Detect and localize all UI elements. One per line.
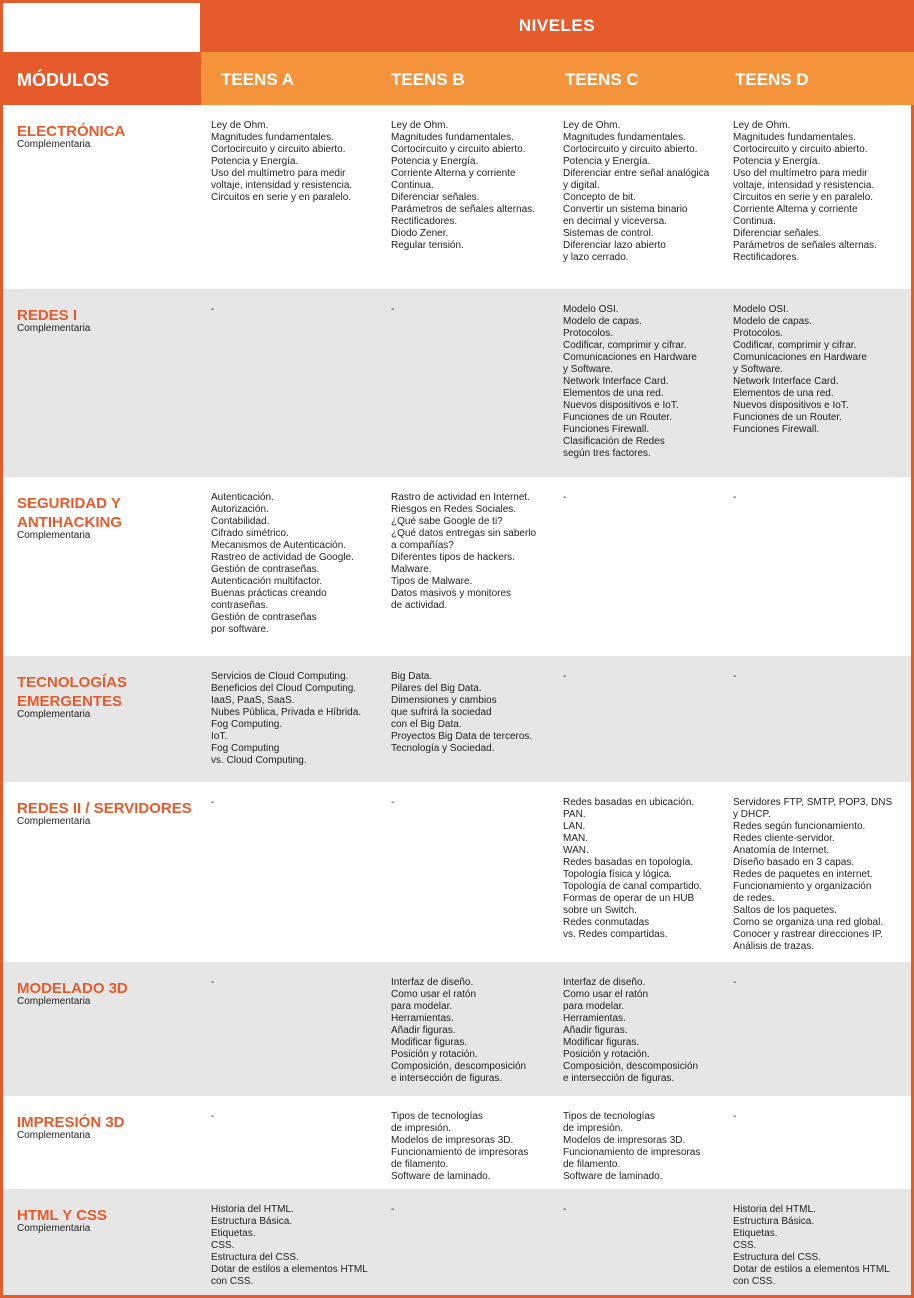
topic-line: de impresión. [563, 1123, 624, 1134]
topic-cell [391, 492, 536, 612]
module-title-line: HTML Y CSS [17, 1207, 108, 1224]
topic-line: Parámetros de señales alternas. [733, 240, 877, 251]
topic-line: Modificar figuras. [391, 1037, 468, 1048]
topic-line: Composición, descomposición [391, 1061, 527, 1072]
topic-line: Funcionamiento y organización [733, 881, 872, 892]
topic-line: Autenticación multifactor. [211, 576, 323, 587]
topic-cell [733, 120, 877, 264]
topic-line: Gestión de contraseñas. [211, 564, 320, 575]
topic-line: Etiquetas. [211, 1228, 256, 1239]
topic-line: Cortocircuito y circuito abierto. [733, 144, 868, 155]
topic-line: con el Big Data. [391, 719, 462, 730]
topic-line: Como usar el ratón [563, 989, 649, 1000]
topic-cell [391, 671, 532, 755]
topic-line: para modelar. [391, 1001, 453, 1012]
topic-line: - [733, 671, 737, 682]
topic-line: Elementos de una red. [563, 388, 664, 399]
topic-cell [391, 977, 526, 1085]
topic-line: Etiquetas. [733, 1228, 778, 1239]
topic-line: Modelos de impresoras 3D. [391, 1135, 514, 1146]
topic-line: Rectificadores. [733, 252, 800, 263]
topic-line: Conocer y rastrear direcciones IP. [733, 929, 883, 940]
topic-line: Potencia y Energía. [563, 156, 651, 167]
topic-line: voltaje, intensidad y resistencia. [733, 180, 875, 191]
topic-line: WAN. [563, 845, 589, 856]
topic-line: - [563, 492, 567, 503]
topic-line: Estructura del CSS. [733, 1252, 821, 1263]
topic-line: Redes basadas en ubicación. [563, 797, 695, 808]
topic-cell [563, 797, 702, 941]
topic-cell [733, 1204, 890, 1288]
module-title-line: EMERGENTES [17, 693, 123, 710]
topic-line: Codificar, comprimir y cifrar. [733, 340, 857, 351]
topic-line: Modelo OSI. [733, 304, 789, 315]
topic-line: Pilares del Big Data. [391, 683, 482, 694]
module-row [3, 962, 911, 1096]
topic-cell [391, 304, 394, 316]
topic-cell [563, 492, 566, 504]
module-title-line: ELECTRÓNICA [17, 123, 126, 140]
topic-line: Funciones Firewall. [733, 424, 820, 435]
topic-line: Network Interface Card. [733, 376, 839, 387]
module-subtitle: Complementaria [17, 323, 91, 334]
topic-cell [563, 1204, 566, 1216]
topic-cell [391, 1204, 394, 1216]
module-title-line: REDES II / SERVIDORES [17, 800, 192, 817]
topic-line: Diferenciar lazo abierto [563, 240, 666, 251]
topic-line: Historia del HTML. [733, 1204, 816, 1215]
topic-line: Servicios de Cloud Computing. [211, 671, 349, 682]
topic-line: Topología física y lógica. [563, 869, 672, 880]
header-row [0, 52, 914, 105]
topic-line: Codificar, comprimir y cifrar. [563, 340, 687, 351]
topic-line: Parámetros de señales alternas. [391, 204, 535, 215]
topic-line: - [391, 797, 395, 808]
topic-line: Modelo de capas. [733, 316, 812, 327]
topic-line: Elementos de una red. [733, 388, 834, 399]
topic-line: Dotar de estilos a elementos HTML [733, 1264, 890, 1275]
module-row [3, 1189, 911, 1295]
topic-cell [733, 1111, 736, 1123]
topic-line: Diferenciar señales. [391, 192, 480, 203]
topic-line: vs. Redes compartidas. [563, 929, 668, 940]
topic-line: Beneficios del Cloud Computing. [211, 683, 357, 694]
topic-line: Rectificadores. [391, 216, 458, 227]
topic-line: Contabilidad. [211, 516, 270, 527]
topic-line: Redes de paquetes en internet. [733, 869, 873, 880]
topic-cell [733, 977, 736, 989]
topic-line: - [733, 492, 737, 503]
topic-line: Funcionamiento de impresoras [563, 1147, 701, 1158]
topic-line: Clasificación de Redes [563, 436, 665, 447]
topic-line: Comunicaciones en Hardware [733, 352, 867, 363]
topic-line: con CSS. [733, 1276, 776, 1287]
topic-line: Dotar de estilos a elementos HTML [211, 1264, 368, 1275]
topic-line: Network Interface Card. [563, 376, 669, 387]
topic-cell [563, 1111, 700, 1183]
topic-line: Posición y rotación. [563, 1049, 650, 1060]
topic-line: Dimensiones y cambios [391, 695, 497, 706]
topic-line: Protocolos. [563, 328, 614, 339]
topic-line: MAN. [563, 833, 588, 844]
topic-line: contraseñas. [211, 600, 269, 611]
topic-line: - [211, 1111, 215, 1122]
topic-cell [211, 304, 214, 316]
topic-line: Tipos de tecnologías [391, 1111, 483, 1122]
topic-line: Formas de operar de un HUB [563, 893, 695, 904]
module-title-line: ANTIHACKING [17, 514, 122, 531]
topic-line: y Software. [563, 364, 614, 375]
topic-line: Ley de Ohm. [563, 120, 621, 131]
topic-line: Saltos de los paquetes. [733, 905, 837, 916]
topic-line: Herramientas. [563, 1013, 626, 1024]
modulos-header: MÓDULOS [0, 52, 201, 105]
topic-line: Software de laminado. [563, 1171, 663, 1182]
topic-line: Análisis de trazas. [733, 941, 815, 952]
module-subtitle: Complementaria [17, 996, 91, 1007]
topic-line: Modelos de impresoras 3D. [563, 1135, 686, 1146]
topic-line: sobre un Switch. [563, 905, 637, 916]
topic-line: - [391, 1204, 395, 1215]
topic-line: Como se organiza una red global. [733, 917, 884, 928]
topic-line: IaaS, PaaS, SaaS. [211, 695, 295, 706]
module-subtitle: Complementaria [17, 709, 91, 720]
topic-line: Añadir figuras. [563, 1025, 628, 1036]
topic-line: Buenas prácticas creando [211, 588, 327, 599]
topic-line: vs. Cloud Computing. [211, 755, 307, 766]
topic-line: Convertir un sistema binario [563, 204, 688, 215]
topic-line: Ley de Ohm. [733, 120, 791, 131]
topic-line: Diseño basado en 3 capas. [733, 857, 855, 868]
topic-line: por software. [211, 624, 269, 635]
topic-line: Gestión de contraseñas [211, 612, 317, 623]
topic-line: - [563, 1204, 567, 1215]
topic-line: Rastreo de actividad de Google. [211, 552, 354, 563]
topic-line: Modificar figuras. [563, 1037, 640, 1048]
topic-line: Diferentes tipos de hackers. [391, 552, 515, 563]
topic-line: Continua. [733, 216, 776, 227]
topic-cell [563, 120, 709, 264]
topic-line: Herramientas. [391, 1013, 454, 1024]
topic-line: Ley de Ohm. [391, 120, 449, 131]
level-header-teens-a: TEENS A [221, 70, 295, 89]
topic-line: Servidores FTP, SMTP, POP3, DNS [733, 797, 893, 808]
topic-cell [563, 304, 697, 460]
topic-line: Sistemas de control. [563, 228, 654, 239]
topic-line: - [733, 977, 737, 988]
topic-line: en decimal y viceversa. [563, 216, 667, 227]
topic-line: Modelo de capas. [563, 316, 642, 327]
level-header-teens-b: TEENS B [391, 70, 465, 89]
topic-line: Ley de Ohm. [211, 120, 269, 131]
topic-line: Redes cliente-servidor. [733, 833, 835, 844]
topic-line: - [211, 797, 215, 808]
topic-line: Regular tensión. [391, 240, 464, 251]
module-subtitle: Complementaria [17, 530, 91, 541]
topic-line: Magnitudes fundamentales. [563, 132, 686, 143]
topic-line: - [391, 304, 395, 315]
topic-cell [211, 1204, 368, 1288]
topic-cell [211, 797, 214, 809]
topic-line: Topología de canal compartido. [563, 881, 702, 892]
topic-line: Datos masivos y monitores [391, 588, 512, 599]
topic-cell [211, 977, 214, 989]
module-title-line: MODELADO 3D [17, 980, 128, 997]
module-subtitle: Complementaria [17, 1223, 91, 1234]
topic-line: Funciones de un Router. [563, 412, 672, 423]
module-title-line: REDES I [17, 307, 78, 324]
topic-line: Autorización. [211, 504, 269, 515]
topic-line: y DHCP. [733, 809, 771, 820]
module-title [17, 494, 122, 532]
topic-cell [211, 120, 352, 204]
topic-line: Diodo Zener. [391, 228, 449, 239]
topic-line: Potencia y Energía. [391, 156, 479, 167]
topic-line: PAN. [563, 809, 586, 820]
topic-line: CSS. [733, 1240, 757, 1251]
topic-line: Diferenciar señales. [733, 228, 822, 239]
topic-cell [211, 671, 361, 767]
topic-line: de redes. [733, 893, 775, 904]
topic-line: Tipos de Malware. [391, 576, 473, 587]
module-title [17, 673, 127, 711]
topic-line: Proyectos Big Data de terceros. [391, 731, 533, 742]
topic-line: CSS. [211, 1240, 235, 1251]
top-left-blank [3, 3, 200, 52]
topic-line: Corriente Alterna y corriente [733, 204, 858, 215]
topic-line: Potencia y Energía. [211, 156, 299, 167]
topic-line: de filamento. [391, 1159, 449, 1170]
module-row [3, 289, 911, 477]
level-header-teens-c: TEENS C [565, 70, 639, 89]
topic-line: Estructura del CSS. [211, 1252, 299, 1263]
topic-line: Fog Computing. [211, 719, 283, 730]
topic-line: Interfaz de diseño. [563, 977, 646, 988]
topic-line: Composición, descomposición [563, 1061, 699, 1072]
topic-line: para modelar. [563, 1001, 625, 1012]
topic-line: que sufrirá la sociedad [391, 707, 492, 718]
topic-line: y lazo cerrado. [563, 252, 629, 263]
topic-line: Nuevos dispositivos e IoT. [733, 400, 849, 411]
niveles-label: NIVELES [518, 16, 596, 35]
module-subtitle: Complementaria [17, 1130, 91, 1141]
topic-cell [391, 120, 535, 252]
topic-line: Estructura Básica. [733, 1216, 815, 1227]
topic-line: Tipos de tecnologías [563, 1111, 655, 1122]
topic-line: ¿Qué sabe Google de ti? [391, 516, 503, 527]
topic-line: Anatomía de Internet. [733, 845, 830, 856]
module-title-line: TECNOLOGÍAS [17, 674, 128, 691]
topic-line: de impresión. [391, 1123, 452, 1134]
topic-line: Continua. [391, 180, 434, 191]
topic-line: Cortocircuito y circuito abierto. [391, 144, 526, 155]
topic-line: voltaje, intensidad y resistencia. [211, 180, 353, 191]
topic-line: Rastro de actividad en Internet. [391, 492, 530, 503]
topic-line: e intersección de figuras. [563, 1073, 675, 1084]
topic-line: Cortocircuito y circuito abierto. [211, 144, 346, 155]
topic-line: Uso del multímetro para medir [733, 168, 868, 179]
topic-cell [211, 1111, 214, 1123]
topic-line: Funcionamiento de impresoras [391, 1147, 529, 1158]
topic-line: Magnitudes fundamentales. [733, 132, 856, 143]
topic-line: Nuevos dispositivos e IoT. [563, 400, 679, 411]
topic-line: y Software. [733, 364, 784, 375]
topic-cell [733, 671, 736, 683]
module-subtitle: Complementaria [17, 139, 91, 150]
niveles-header [200, 0, 914, 52]
topic-cell [391, 797, 394, 809]
topic-line: Magnitudes fundamentales. [391, 132, 514, 143]
topic-cell [391, 1111, 528, 1183]
module-row [3, 477, 911, 656]
topic-line: Funciones Firewall. [563, 424, 650, 435]
topic-line: de filamento. [563, 1159, 621, 1170]
topic-line: Redes conmutadas [563, 917, 650, 928]
module-row [3, 1096, 911, 1189]
topic-line: a compañías? [391, 540, 454, 551]
topic-line: Protocolos. [733, 328, 784, 339]
topic-line: Comunicaciones en Hardware [563, 352, 697, 363]
topic-line: Modelo OSI. [563, 304, 619, 315]
topic-line: Fog Computing [211, 743, 280, 754]
topic-line: Mecanismos de Autenticación. [211, 540, 347, 551]
topic-cell [733, 797, 892, 953]
topic-line: Diferenciar entre señal analógica [563, 168, 710, 179]
topic-line: Cortocircuito y circuito abierto. [563, 144, 698, 155]
topic-line: IoT. [211, 731, 228, 742]
topic-cell [211, 492, 354, 636]
topic-line: Riesgos en Redes Sociales. [391, 504, 517, 515]
module-row [3, 105, 911, 289]
topic-cell [563, 977, 698, 1085]
module-row [3, 782, 911, 962]
topic-line: Potencia y Energía. [733, 156, 821, 167]
topic-line: Uso del multímetro para medir [211, 168, 346, 179]
topic-line: ¿Qué datos entregas sin saberlo [391, 528, 537, 539]
topic-line: - [733, 1111, 737, 1122]
topic-line: Redes basadas en topología. [563, 857, 694, 868]
topic-line: LAN. [563, 821, 586, 832]
topic-line: Concepto de bit. [563, 192, 636, 203]
topic-line: según tres factores. [563, 448, 651, 459]
topic-line: Tecnología y Sociedad. [391, 743, 495, 754]
topic-line: con CSS. [211, 1276, 254, 1287]
topic-line: Historia del HTML. [211, 1204, 294, 1215]
module-row [3, 656, 911, 782]
topic-line: - [211, 304, 215, 315]
module-title-line: IMPRESIÓN 3D [17, 1114, 125, 1131]
topic-line: Posición y rotación. [391, 1049, 478, 1060]
topic-line: Funciones de un Router. [733, 412, 842, 423]
topic-line: e intersección de figuras. [391, 1073, 503, 1084]
topic-cell [563, 671, 566, 683]
topic-line: Malware. [391, 564, 432, 575]
topic-line: Como usar el ratón [391, 989, 477, 1000]
topic-line: y digital. [563, 180, 600, 191]
topic-line: Nubes Pública, Privada e Híbrida. [211, 707, 362, 718]
topic-line: Interfaz de diseño. [391, 977, 474, 988]
topic-line: Cifrado simétrico. [211, 528, 289, 539]
topic-line: Redes según funcionamiento. [733, 821, 866, 832]
topic-line: Magnitudes fundamentales. [211, 132, 334, 143]
topic-line: Circuitos en serie y en paralelo. [733, 192, 874, 203]
topic-cell [733, 304, 867, 436]
topic-line: Corriente Alterna y corriente [391, 168, 516, 179]
topic-line: - [563, 671, 567, 682]
topic-line: de actividad. [391, 600, 448, 611]
topic-line: - [211, 977, 215, 988]
module-subtitle: Complementaria [17, 816, 91, 827]
topic-line: Big Data. [391, 671, 433, 682]
topic-line: Añadir figuras. [391, 1025, 456, 1036]
topic-line: Autenticación. [211, 492, 274, 503]
topic-line: Software de laminado. [391, 1171, 491, 1182]
topic-line: Circuitos en serie y en paralelo. [211, 192, 352, 203]
level-header-teens-d: TEENS D [735, 70, 809, 89]
topic-line: Estructura Básica. [211, 1216, 293, 1227]
module-title-line: SEGURIDAD Y [17, 495, 121, 512]
topic-cell [733, 492, 736, 504]
